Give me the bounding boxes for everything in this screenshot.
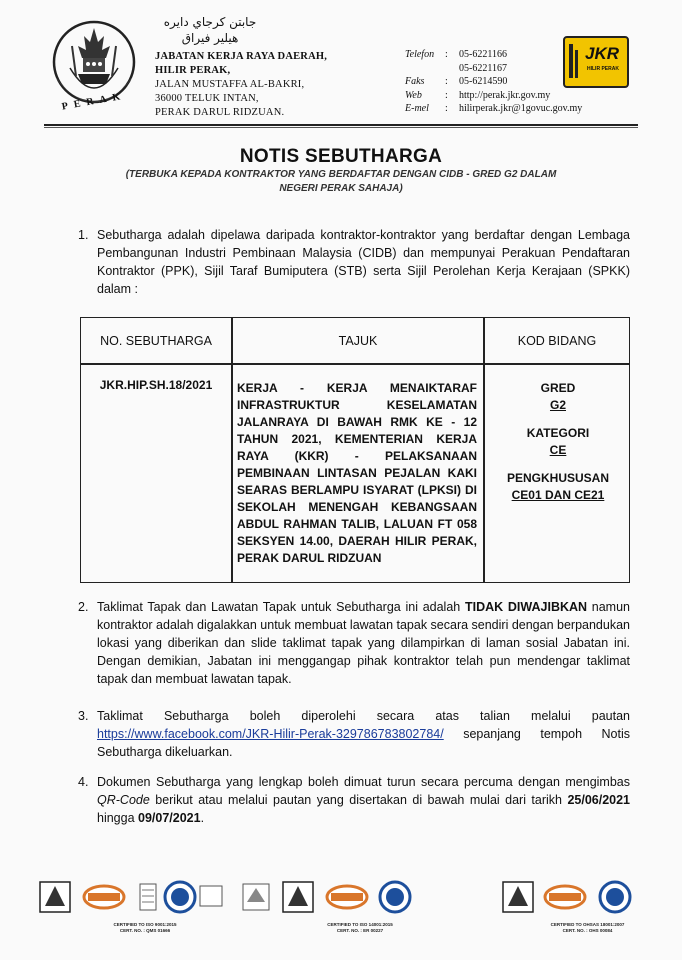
org-name-2: HILIR PERAK, [155, 65, 231, 76]
contact-sep: : [445, 103, 448, 114]
subtitle-line-1: (TERBUKA KEPADA KONTRAKTOR YANG BERDAFTAR DENGAN CIDB - GRED G2 DALAM [125, 169, 557, 180]
date-to: 09/07/2021 [138, 811, 201, 825]
paragraph-text-b: sepanjang tempoh Notis Sebutharga dikeluarkan. [97, 727, 630, 759]
address-line-2: 36000 TELUK INTAN, [155, 93, 259, 104]
contact-label: E-mel [405, 103, 429, 114]
contact-label [405, 62, 445, 76]
gred-value: G2 [549, 398, 566, 412]
jkr-logo-sub: HILIR PERAK [587, 66, 619, 72]
cert-group-iso9001 [30, 878, 230, 925]
cert-line-1: CERTIFIED TO OHSAS 18001:2007 [550, 922, 625, 927]
header-no-sebutharga: NO. SEBUTHARGA [100, 333, 212, 348]
jawi-line-1: جابتن كرجاي دايره [163, 15, 257, 29]
cert-line-2: CERT. NO. : QMS 01666 [119, 928, 171, 933]
cert-line-1: CERTIFIED TO ISO 9001:2015 [113, 922, 177, 927]
address-block [155, 50, 327, 120]
contact-sep: : [445, 89, 448, 101]
page-title: NOTIS SEBUTHARGA [239, 146, 443, 167]
contact-row [405, 89, 582, 103]
cert-label [540, 922, 635, 934]
table-header-rule [81, 363, 629, 365]
paragraph-text-a: Taklimat Sebutharga boleh diperolehi secara atas talian melalui pautan [97, 709, 630, 723]
address-line-1: JALAN MUSTAFFA AL-BAKRI, [155, 79, 305, 90]
cert-label [100, 922, 190, 934]
cell-tajuk: KERJA - KERJA MENAIKTARAF INFRASTRUKTUR KESELAMATAN JALANRAYA DI BAWAH RMK KE - 12 TAHUN 2021, KEMENTERIAN KERJA RAYA (KKR) - PELAKSANAAN PEMBINAAN LINTASAN PEJALAN KAKI SEARAS BERLAMPU ISYARAT (LPKSI) DI SEKOLAH MENENGAH KEBANGSAAN ABDUL RAHMAN TALIB, LALUAN FT 058 SEKSYEN 14.00, DAERAH HILIR PERAK, PERAK DARUL RIDZUAN [237, 381, 477, 565]
cell-kod-bidang [485, 380, 631, 504]
paragraph-text-b: namun kontraktor adalah digalakkan untuk membuat lawatan tapak secara sendiri dengan berpandukan lokasi yang diberikan dan slide taklimat tapak yang dilampirkan di laman sosial Jabatan ini. Dengan demikian, Jabatan ini menggangap pihak kontraktor telah pun mendengar taklimat tapak dan membuat lawatan tapak. [97, 600, 631, 686]
paragraph-text-b: berikut atau melalui pautan yang disertakan di bawah mulai dari tarikh [149, 793, 568, 807]
org-name-1: JABATAN KERJA RAYA DAERAH, [155, 51, 328, 62]
contact-sep: : [445, 76, 448, 87]
contact-row [405, 48, 582, 62]
qr-code-term: QR-Code [97, 793, 150, 807]
date-from: 25/06/2021 [567, 793, 630, 807]
paragraph-text-a: Dokumen Sebutharga yang lengkap boleh dimuat turun secara percuma dengan mengimbas [97, 775, 630, 789]
kategori-label: KATEGORI [526, 426, 590, 440]
jawi-org-name [150, 14, 270, 46]
jkr-logo [563, 36, 629, 88]
contact-label: Telefon [405, 49, 435, 60]
contact-label: Web [405, 89, 422, 101]
contact-sep [445, 62, 459, 76]
paragraph-number: 1. [78, 228, 89, 242]
header-tajuk: TAJUK [338, 333, 378, 348]
contact-row [405, 62, 582, 76]
paragraph-text-a: Taklimat Tapak dan Lawatan Tapak untuk Sebutharga ini adalah [97, 600, 465, 614]
jkr-logo-text: JKR [585, 44, 620, 63]
gred-label: GRED [540, 381, 576, 395]
pengkhususan-label: PENGKHUSUSAN [506, 471, 609, 485]
paragraph-text [97, 598, 630, 688]
header-rule [44, 124, 638, 126]
paragraph-text: Sebutharga adalah dipelawa daripada kontraktor-kontraktor yang berdaftar dengan Lembaga Pembangunan Industri Pembinaan Malaysia (CIDB) dan mempunyai Perakuan Pendaftaran Kontraktor (PPK), Sijil Taraf Bumiputera (STB) serta Sijil Perolehan Kerja Kerajaan (SPKK) dalam : [97, 228, 630, 296]
contact-label: Faks [405, 76, 425, 87]
header-kod-bidang: KOD BIDANG [517, 333, 597, 348]
paragraph-number: 4. [78, 775, 89, 789]
paragraph-text [97, 707, 630, 761]
quotation-table [80, 317, 630, 583]
paragraph-text [97, 773, 630, 827]
header-rule-thin [44, 127, 638, 128]
paragraph-number: 2. [78, 600, 89, 614]
contact-row [405, 75, 582, 89]
paragraph-4 [80, 773, 630, 827]
cert-line-1: CERTIFIED TO ISO 14001:2015 [327, 922, 393, 927]
cert-badges-icon [235, 878, 435, 920]
crest-label: PERAK [61, 90, 127, 113]
certification-footer [30, 878, 650, 948]
jawi-line-2: هيلير فيراق [181, 31, 239, 45]
contact-value: 05-6221166 [459, 49, 507, 60]
cert-group-iso14001 [235, 878, 435, 925]
subtitle-line-2: NEGERI PERAK SAHAJA) [279, 183, 403, 194]
paragraph-text-d: . [200, 811, 205, 825]
cell-no-sebutharga: JKR.HIP.SH.18/2021 [99, 378, 213, 392]
cert-line-2: CERT. NO. : ER 00227 [336, 928, 384, 933]
paragraph-emphasis: TIDAK DIWAJIBKAN [464, 600, 588, 614]
cert-line-2: CERT. NO. : OHS 00084 [562, 928, 613, 933]
paragraph-text-c: hingga [97, 811, 139, 825]
paragraph-2 [80, 598, 630, 688]
contact-value: 05-6214590 [459, 76, 508, 87]
email-link[interactable]: hilirperak.jkr@1govuc.gov.my [459, 103, 583, 114]
cert-badges-icon [30, 878, 230, 920]
cert-label [315, 922, 405, 934]
paragraph-1 [80, 226, 630, 298]
cert-group-ohsas [445, 878, 650, 925]
contact-block [405, 48, 582, 116]
facebook-link[interactable]: https://www.facebook.com/JKR-Hilir-Perak-329786783802784/ [97, 727, 444, 741]
contact-row [405, 102, 582, 116]
contact-value: 05-6221167 [459, 62, 507, 74]
cert-badges-icon [445, 878, 650, 920]
pengkhususan-value: CE01 DAN CE21 [511, 488, 605, 502]
page-subtitle [120, 168, 562, 196]
kategori-value: CE [549, 443, 567, 457]
paragraph-3 [80, 707, 630, 761]
paragraph-number: 3. [78, 709, 89, 723]
contact-sep: : [445, 49, 448, 60]
address-line-3: PERAK DARUL RIDZUAN. [155, 107, 285, 118]
web-link[interactable]: http://perak.jkr.gov.my [459, 89, 551, 101]
